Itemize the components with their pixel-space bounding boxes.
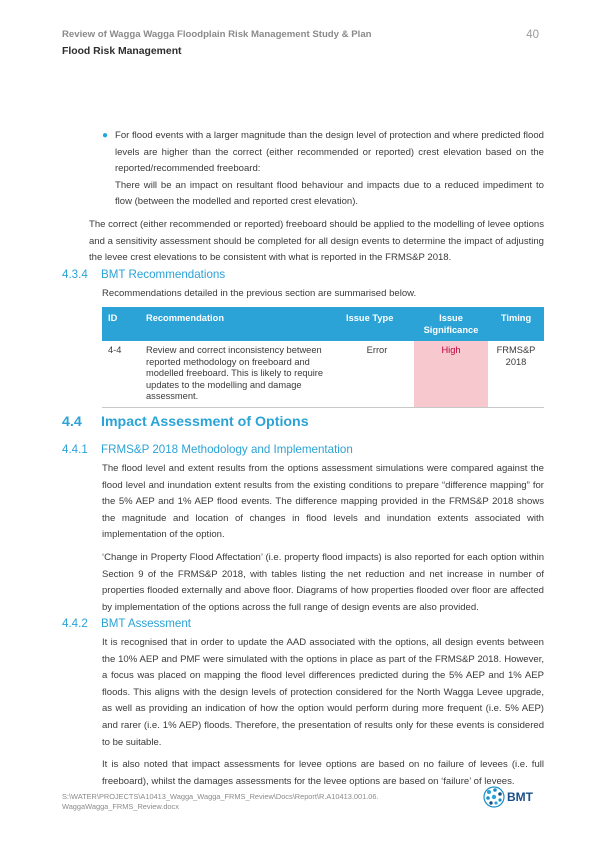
heading-4-4-2 <box>62 617 191 630</box>
col-header-issue-significance: Issue Significance <box>414 307 488 341</box>
table-row <box>102 341 544 408</box>
paragraph: It is recognised that in order to update the AAD associated with the options, all design events between the 10% AEP and PMF were simulated with the options in place as part of the FRMS&P 2018. However, a focus was placed on mapping the flood level differences predicted during the 5% AEP and 1% AEP floods. This aligns with the design levels of protection considered for the North Wagga Levee upgrade, as well as providing an indication of how the option would perform during more frequent (i.e. 5% AEP) and rarer (i.e. 1% AEP) floods. Therefore, the presentation of results only for these events is considered to be suitable. <box>102 637 544 748</box>
bullet-item <box>102 128 544 217</box>
col-header-issue-type: Issue Type <box>340 307 414 341</box>
header-section-title: Flood Risk Management <box>62 46 182 57</box>
heading-4-4 <box>62 414 309 430</box>
bmt-globe-icon <box>483 786 505 808</box>
heading-4-4-1 <box>62 443 353 456</box>
bullet-text: For flood events with a larger magnitude than the design level of protection and where predicted flood levels are higher than the correct (either recommended or reported) crest elevation based on the reported/recommended freeboard: <box>115 130 544 175</box>
logo-text: BMT <box>507 790 533 804</box>
file-path-line: S:\WATER\PROJECTS\A10413_Wagga_Wagga_FRMS_Review\Docs\Report\R.A10413.001.06. <box>62 792 379 801</box>
paragraph: ‘Change in Property Flood Affectation’ (i.e. property flood impacts) is also reported for each option within Section 9 of the FRMS&P 2018, with tables listing the net reduction and net increase in number of properties flooded externally and above floor. Diagrams of how properties flooded over floor are affected by implementation of the options across the full range of design events are also provided. <box>102 551 544 613</box>
file-path <box>62 792 379 812</box>
intro-paragraph: The correct (either recommended or reported) freeboard should be applied to the modelling of levee options and a sensitivity assessment should be completed for all design events to determine the impact of adjusting the levee crest elevations to be consistent with what is reported in the FRMS&P 2018. <box>89 218 544 264</box>
paragraph: It is also noted that impact assessments for levee options are based on no failure of levees (i.e. full freeboard), whilst the damages assessments for the levee options are based on ‘failure’ of levees. <box>102 759 544 787</box>
recommendations-intro: Recommendations detailed in the previous section are summarised below. <box>102 288 417 299</box>
heading-4-3-4 <box>62 268 225 281</box>
cell-issue-significance: High <box>414 341 488 408</box>
cell-id: 4-4 <box>102 341 140 408</box>
bmt-logo <box>483 782 545 812</box>
col-header-id: ID <box>102 307 140 341</box>
bullet-dot-icon: ● <box>102 130 109 141</box>
file-path-line: WaggaWagga_FRMS_Review.docx <box>62 802 179 811</box>
intro-block <box>89 128 544 273</box>
col-header-timing: Timing <box>488 307 544 341</box>
recommendations-table <box>102 307 544 408</box>
heading-number: 4.4 <box>62 414 82 430</box>
page-header <box>62 29 539 57</box>
cell-timing: FRMS&P 2018 <box>488 341 544 408</box>
document-title: Review of Wagga Wagga Floodplain Risk Management Study & Plan <box>62 29 372 40</box>
page-number: 40 <box>526 29 539 41</box>
section-4-4-2-body <box>102 635 544 796</box>
cell-recommendation: Review and correct inconsistency between reported methodology on freeboard and modelled freeboard. This is likely to require updates to the modelling and damage assessment. <box>140 341 340 408</box>
bullet-continuation: There will be an impact on resultant flood behaviour and impacts due to a reduced impediment to flow (between the modelled and reported crest elevation). <box>115 179 544 208</box>
section-4-4-1-body <box>102 461 544 622</box>
heading-title: BMT Assessment <box>101 617 191 630</box>
paragraph: The flood level and extent results from the options assessment simulations were compared against the flood level and inundation extent results from the existing conditions to prepare “difference mapping” for the 5% AEP and 1% AEP flood events. The difference mapping provided in the FRMS&P 2018 shows the magnitude and location of changes in flood levels and inundation extents associated with implementation of the option. <box>102 463 544 541</box>
heading-number: 4.3.4 <box>62 268 88 281</box>
heading-number: 4.4.2 <box>62 617 88 630</box>
heading-title: Impact Assessment of Options <box>101 414 309 430</box>
col-header-recommendation: Recommendation <box>140 307 340 341</box>
heading-title: BMT Recommendations <box>101 268 226 281</box>
heading-number: 4.4.1 <box>62 443 88 456</box>
cell-issue-type: Error <box>340 341 414 408</box>
heading-title: FRMS&P 2018 Methodology and Implementation <box>101 443 353 456</box>
table-header-row <box>102 307 544 341</box>
